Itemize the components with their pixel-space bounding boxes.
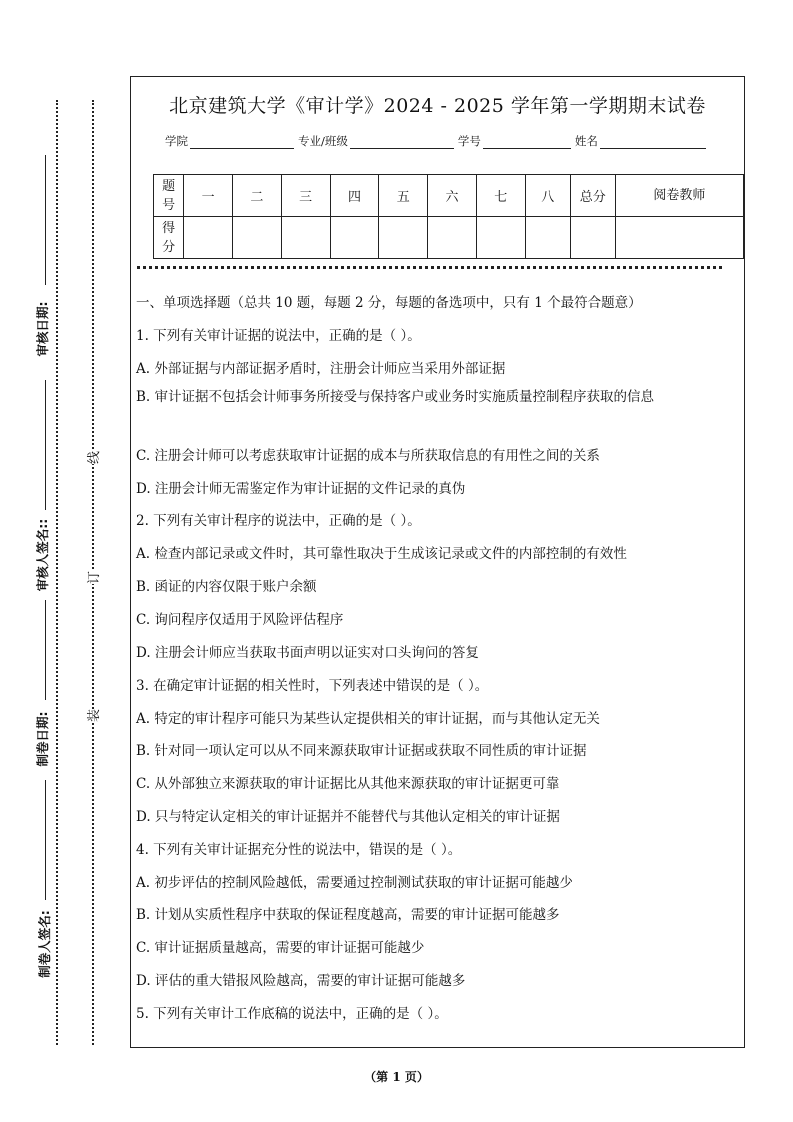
student-id-label: 学号	[457, 134, 481, 148]
option-line: D. 注册会计师无需鉴定作为审计证据的文件记录的真伪	[136, 481, 466, 497]
score-cell[interactable]	[525, 217, 570, 259]
col-header: 八	[525, 175, 570, 217]
name-blank[interactable]	[600, 136, 706, 149]
col-header: 二	[233, 175, 282, 217]
compiler-signature-line	[45, 780, 46, 900]
score-cell[interactable]	[184, 217, 233, 259]
reviewer-signature-line	[45, 380, 46, 510]
review-date-label: 审核日期:	[35, 301, 50, 357]
compiler-signature-label: 制卷人签名:	[37, 910, 52, 978]
student-id-blank[interactable]	[483, 136, 571, 149]
question-stem: 2. 下列有关审计程序的说法中，正确的是（ ）。	[136, 513, 421, 529]
col-header: 一	[184, 175, 233, 217]
score-cell[interactable]	[233, 217, 282, 259]
name-label: 姓名	[574, 134, 598, 148]
score-row	[154, 217, 744, 259]
col-header: 三	[281, 175, 330, 217]
score-cell[interactable]	[281, 217, 330, 259]
option-line: D. 注册会计师应当获取书面声明以证实对口头询问的答复	[136, 645, 479, 661]
dotted-separator	[137, 266, 722, 269]
col-header-total: 总分	[570, 175, 615, 217]
option-line: B. 函证的内容仅限于账户余额	[136, 579, 317, 595]
option-line: A. 初步评估的控制风险越低，需要通过控制测试获取的审计证据可能越少	[136, 875, 573, 891]
col-header: 五	[379, 175, 428, 217]
exam-title: 北京建筑大学《审计学》2024 - 2025 学年第一学期期末试卷	[169, 95, 706, 117]
option-line: C. 审计证据质量越高，需要的审计证据可能越少	[136, 940, 425, 956]
option-line: A. 检查内部记录或文件时，其可靠性取决于生成该记录或文件的内部控制的有效性	[136, 546, 627, 562]
question-stem: 1. 下列有关审计证据的说法中，正确的是（ ）。	[136, 328, 421, 344]
college-blank[interactable]	[190, 136, 294, 149]
score-cell[interactable]	[428, 217, 477, 259]
score-cell-total[interactable]	[570, 217, 615, 259]
score-cell[interactable]	[330, 217, 379, 259]
college-label: 学院	[165, 134, 188, 148]
option-line: B. 针对同一项认定可以从不同来源获取审计证据或获取不同性质的审计证据	[136, 743, 587, 759]
section-heading: 一、单项选择题（总共 10 题，每题 2 分，每题的备选项中，只有 1 个最符合题意）	[136, 295, 642, 311]
col-header: 七	[476, 175, 525, 217]
compile-date-label: 制卷日期:	[35, 711, 50, 767]
option-line: D. 只与特定认定相关的审计证据并不能替代与其他认定相关的审计证据	[136, 809, 560, 825]
outer-dotted-line	[56, 100, 58, 1045]
col-header: 六	[428, 175, 477, 217]
option-line: A. 特定的审计程序可能只为某些认定提供相关的审计证据，而与其他认定无关	[136, 711, 600, 727]
score-cell[interactable]	[379, 217, 428, 259]
exam-frame	[130, 76, 745, 1048]
page-number: （第 1 页）	[364, 1070, 429, 1084]
student-info-row	[165, 133, 710, 149]
binding-char-bind: 装	[83, 709, 102, 722]
major-class-blank[interactable]	[350, 136, 454, 149]
option-line: C. 注册会计师可以考虑获取审计证据的成本与所获取信息的有用性之间的关系	[136, 448, 600, 464]
question-stem: 3. 在确定审计证据的相关性时，下列表述中错误的是（ ）。	[136, 678, 489, 694]
option-line: C. 询问程序仅适用于风险评估程序	[136, 612, 344, 628]
col-header-grader: 阅卷教师	[615, 175, 743, 217]
question-stem: 5. 下列有关审计工作底稿的说法中，正确的是（ ）。	[136, 1006, 448, 1022]
compile-date-line	[45, 600, 46, 700]
row-label-number: 题号	[154, 175, 184, 217]
option-line: C. 从外部独立来源获取的审计证据比从其他来源获取的审计证据更可靠	[136, 776, 560, 792]
reviewer-signature-label: 审核人签名::	[35, 518, 50, 592]
major-class-label: 专业/班级	[298, 134, 348, 148]
col-header: 四	[330, 175, 379, 217]
score-table	[153, 174, 744, 259]
binding-char-line: 线	[83, 451, 102, 464]
row-label-score: 得分	[154, 217, 184, 259]
score-cell-grader[interactable]	[615, 217, 743, 259]
binding-char-staple: 订	[83, 571, 102, 584]
question-number-row	[154, 175, 744, 217]
score-cell[interactable]	[476, 217, 525, 259]
question-stem: 4. 下列有关审计证据充分性的说法中，错误的是（ ）。	[136, 842, 462, 858]
review-date-line	[45, 155, 46, 285]
option-line: B. 审计证据不包括会计师事务所接受与保持客户或业务时实施质量控制程序获取的信息	[136, 389, 655, 405]
option-line: B. 计划从实质性程序中获取的保证程度越高，需要的审计证据可能越多	[136, 907, 560, 923]
option-line: D. 评估的重大错报风险越高，需要的审计证据可能越多	[136, 973, 466, 989]
option-line: A. 外部证据与内部证据矛盾时，注册会计师应当采用外部证据	[136, 361, 506, 377]
